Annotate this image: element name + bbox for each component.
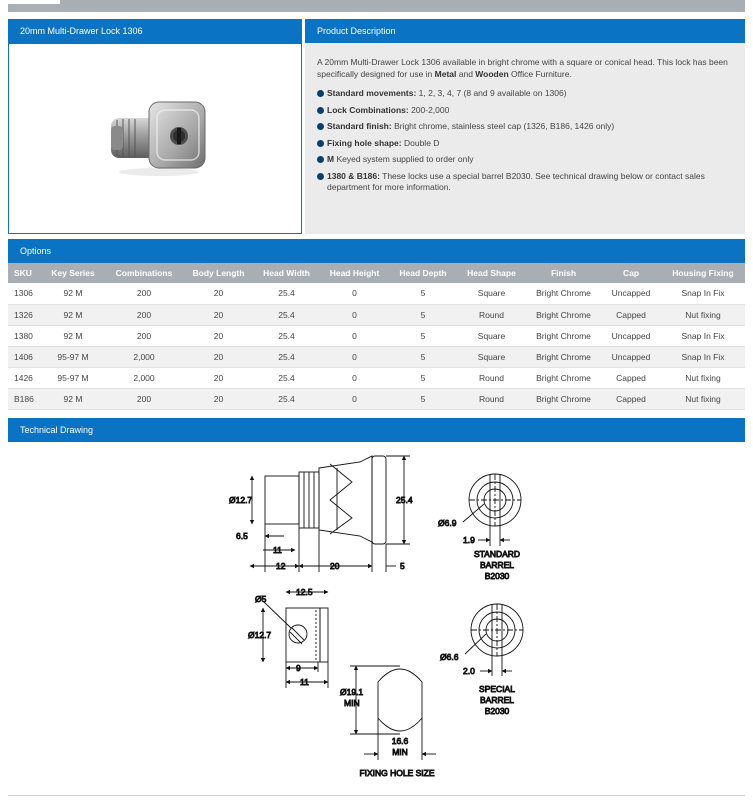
cell-sku: 1306 — [8, 283, 42, 304]
cell: Snap In Fix — [661, 346, 745, 367]
column-header: Housing Fixing — [661, 263, 745, 283]
technical-drawing — [0, 442, 753, 792]
spc-barrel-label-2: BARREL — [479, 695, 515, 705]
dim-hole-width-min: MIN — [392, 747, 408, 757]
dim-front-body-dia: Ø12.7 — [248, 630, 272, 640]
dim-front-key-dia: Ø5 — [255, 594, 267, 604]
cell: Bright Chrome — [526, 325, 601, 346]
dim-side-5: 5 — [400, 561, 405, 571]
cell: Round — [457, 367, 526, 388]
column-header: Head Depth — [389, 263, 457, 283]
cell: 5 — [389, 346, 457, 367]
cell: Uncapped — [601, 325, 661, 346]
cell: Bright Chrome — [526, 346, 601, 367]
options-table — [8, 263, 745, 410]
cell: Square — [457, 346, 526, 367]
dim-hole-dia: Ø19.1 — [340, 687, 364, 697]
technical-drawing-heading: Technical Drawing — [20, 425, 94, 435]
options-title-bar — [8, 239, 745, 263]
feature-item: Standard finish: Bright chrome, stainless steel cap (1326, B186, 1426 only) — [317, 121, 733, 133]
dim-std-barrel-width: 1.9 — [463, 535, 475, 545]
cell: 92 M — [42, 388, 104, 409]
feature-item: M Keyed system supplied to order only — [317, 154, 733, 166]
cell: 25.4 — [253, 283, 320, 304]
dim-side-20: 20 — [330, 561, 340, 571]
dim-front-12-5: 12.5 — [296, 587, 313, 597]
column-header: Combinations — [104, 263, 184, 283]
cell: 200 — [104, 325, 184, 346]
cell: 5 — [389, 367, 457, 388]
cell: 2,000 — [104, 367, 184, 388]
cell-sku: 1380 — [8, 325, 42, 346]
table-row — [8, 325, 745, 346]
options-heading: Options — [20, 246, 52, 256]
cell: Capped — [601, 304, 661, 325]
bullet-icon — [317, 173, 324, 180]
description-title-bar — [305, 19, 745, 43]
fixing-hole-caption: FIXING HOLE SIZE — [359, 768, 435, 778]
column-header: Head Width — [253, 263, 320, 283]
spc-barrel-label-1: SPECIAL — [479, 684, 515, 694]
table-row — [8, 388, 745, 409]
cell: 95-97 M — [42, 346, 104, 367]
cell: 20 — [184, 304, 253, 325]
cell: Snap In Fix — [661, 325, 745, 346]
cell: 20 — [184, 367, 253, 388]
dim-side-offset: 6.5 — [236, 531, 248, 541]
column-header: Head Height — [320, 263, 389, 283]
cell: Uncapped — [601, 346, 661, 367]
cell: Square — [457, 283, 526, 304]
dim-hole-width: 16.6 — [391, 736, 409, 746]
cell: 200 — [104, 304, 184, 325]
cell: 5 — [389, 325, 457, 346]
bullet-icon — [317, 107, 324, 114]
cell: 0 — [320, 388, 389, 409]
cell: 200 — [104, 388, 184, 409]
cell: Bright Chrome — [526, 367, 601, 388]
table-row — [8, 283, 745, 304]
feature-list — [317, 88, 733, 194]
cell: 25.4 — [253, 325, 320, 346]
table-header-row — [8, 263, 745, 283]
column-header: SKU — [8, 263, 42, 283]
dim-hole-dia-min: MIN — [344, 698, 360, 708]
cell: Uncapped — [601, 283, 661, 304]
std-barrel-label-3: B2030 — [484, 571, 510, 581]
cell-sku: 1426 — [8, 367, 42, 388]
table-row — [8, 367, 745, 388]
table-row — [8, 304, 745, 325]
cell: 25.4 — [253, 388, 320, 409]
bullet-icon — [317, 90, 324, 97]
cell: 92 M — [42, 304, 104, 325]
dim-std-barrel-dia: Ø6.9 — [438, 518, 457, 528]
description-intro: A 20mm Multi-Drawer Lock 1306 available in bright chrome with a square or conical head. This lock has been specifically designed for use in Metal and Wooden Office Furniture. — [317, 57, 728, 79]
cell: Round — [457, 304, 526, 325]
front-view-drawing — [263, 592, 328, 688]
cell: 0 — [320, 325, 389, 346]
cell: 0 — [320, 283, 389, 304]
cell: 92 M — [42, 325, 104, 346]
cell: 5 — [389, 283, 457, 304]
cell: Bright Chrome — [526, 388, 601, 409]
description-panel — [305, 43, 745, 234]
cell: 5 — [389, 388, 457, 409]
column-header: Key Series — [42, 263, 104, 283]
cell: Nut fixing — [661, 388, 745, 409]
cell: 20 — [184, 388, 253, 409]
cell: Capped — [601, 367, 661, 388]
dim-spc-barrel-dia: Ø6.6 — [440, 652, 459, 662]
dim-side-head-height: 25.4 — [396, 495, 413, 505]
cell: Round — [457, 388, 526, 409]
cell: 92 M — [42, 283, 104, 304]
cell-sku: 1326 — [8, 304, 42, 325]
cell: 2,000 — [104, 346, 184, 367]
cell: Capped — [601, 388, 661, 409]
cell: 25.4 — [253, 367, 320, 388]
product-title-bar — [8, 19, 302, 43]
column-header: Body Length — [184, 263, 253, 283]
cell: Snap In Fix — [661, 283, 745, 304]
dim-front-11: 11 — [300, 677, 309, 687]
cell: 200 — [104, 283, 184, 304]
column-header: Finish — [526, 263, 601, 283]
table-row — [8, 346, 745, 367]
cell: 0 — [320, 367, 389, 388]
spc-barrel-label-3: B2030 — [484, 706, 510, 716]
bottom-divider — [8, 795, 745, 796]
cell: Bright Chrome — [526, 304, 601, 325]
feature-item: Lock Combinations: 200-2,000 — [317, 105, 733, 117]
cell: 20 — [184, 325, 253, 346]
feature-item: Fixing hole shape: Double D — [317, 138, 733, 150]
cell: 0 — [320, 304, 389, 325]
cell-sku: 1406 — [8, 346, 42, 367]
dim-side-11: 11 — [273, 545, 282, 555]
column-header: Head Shape — [457, 263, 526, 283]
dim-side-body-dia: Ø12.7 — [229, 495, 253, 505]
dim-front-9: 9 — [296, 663, 301, 673]
lock-photo-icon — [9, 44, 301, 233]
cell-sku: B186 — [8, 388, 42, 409]
product-image-panel — [8, 43, 302, 234]
dim-side-12: 12 — [276, 561, 286, 571]
cell: 95-97 M — [42, 367, 104, 388]
bullet-icon — [317, 140, 324, 147]
cell: 5 — [389, 304, 457, 325]
bullet-icon — [317, 156, 324, 163]
product-title: 20mm Multi-Drawer Lock 1306 — [20, 26, 143, 36]
dim-spc-barrel-width: 2.0 — [463, 666, 475, 676]
cell: Nut fixing — [661, 367, 745, 388]
feature-item: Standard movements: 1, 2, 3, 4, 7 (8 and 9 available on 1306) — [317, 88, 733, 100]
cell: 20 — [184, 283, 253, 304]
bullet-icon — [317, 123, 324, 130]
std-barrel-label-2: BARREL — [479, 560, 515, 570]
cell: 25.4 — [253, 304, 320, 325]
std-barrel-label-1: STANDARD — [473, 549, 521, 559]
technical-drawing-title-bar — [8, 418, 745, 442]
column-header: Cap — [601, 263, 661, 283]
cell: Bright Chrome — [526, 283, 601, 304]
description-heading: Product Description — [317, 26, 396, 36]
top-decor-strip — [8, 0, 745, 12]
cell: 0 — [320, 346, 389, 367]
cell: 25.4 — [253, 346, 320, 367]
feature-item: 1380 & B186: These locks use a special barrel B2030. See technical drawing below or contact sales department for more information. — [317, 171, 733, 194]
cell: Nut fixing — [661, 304, 745, 325]
cell: Square — [457, 325, 526, 346]
cell: 20 — [184, 346, 253, 367]
